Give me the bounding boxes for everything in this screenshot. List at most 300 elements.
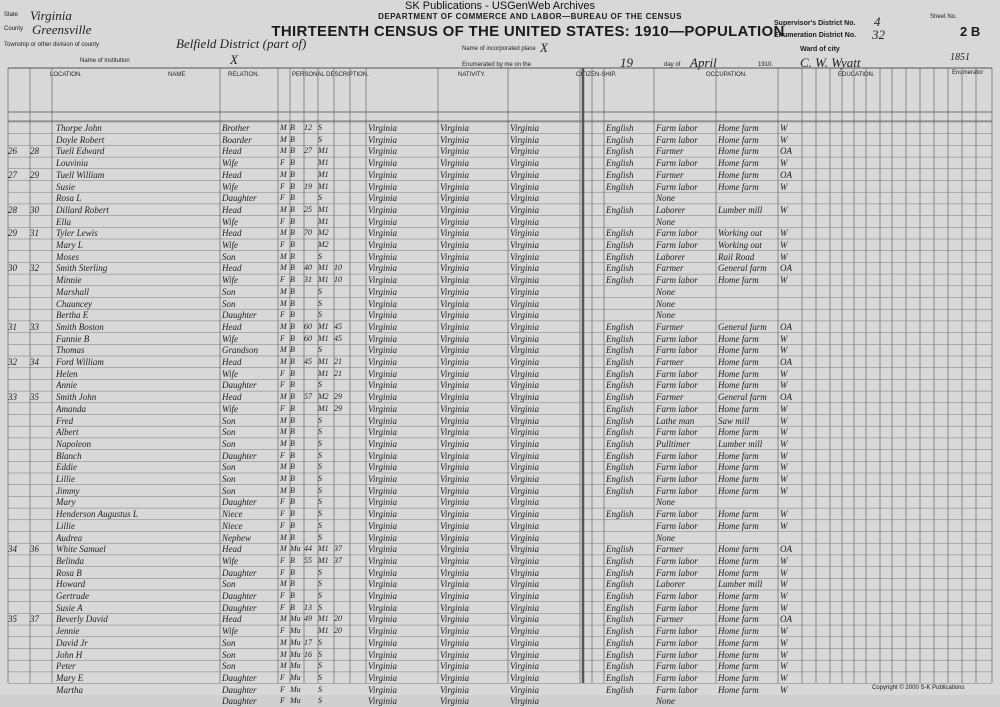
cell-sex: F <box>280 567 285 577</box>
enumeration-district-value: 32 <box>872 27 885 42</box>
cell-ind: Lumber mill <box>718 579 763 590</box>
cell-race: B <box>290 333 295 343</box>
cell-fpob: Virginia <box>440 672 469 683</box>
cell-rel: Wife <box>222 403 238 414</box>
cell-yrs: 21 <box>334 357 342 366</box>
cell-dw: 29 <box>8 228 17 239</box>
cell-trade: None <box>656 532 675 543</box>
cell-emp: W <box>780 567 788 578</box>
cell-mpob: Virginia <box>510 544 539 555</box>
cell-mpob: Virginia <box>510 438 539 449</box>
cell-trade: Farm labor <box>656 368 698 379</box>
cell-pob: Virginia <box>368 403 397 414</box>
cell-lang: English <box>606 146 634 157</box>
enumerator-signature: C. W. Wyatt <box>800 55 861 70</box>
cell-pob: Virginia <box>368 345 397 356</box>
cell-lang: English <box>606 474 634 484</box>
cell-race: B <box>290 474 295 483</box>
cell-dw: 26 <box>8 146 17 157</box>
cell-trade: Farmer <box>656 169 684 180</box>
cell-race: B <box>290 509 295 519</box>
cell-sex: F <box>280 497 285 507</box>
cell-emp: W <box>780 485 788 496</box>
cell-pob: Virginia <box>368 532 397 543</box>
cell-trade: Farm labor <box>656 240 698 250</box>
cell-pob: Virginia <box>368 462 397 473</box>
relation-heading: RELATION. <box>228 72 260 78</box>
cell-name: Minnie <box>56 275 82 286</box>
cell-trade: None <box>656 216 675 227</box>
supervisor-value: 4 <box>874 14 881 29</box>
cell-rel: Wife <box>222 158 238 169</box>
cell-fpob: Virginia <box>440 368 469 379</box>
cell-sex: M <box>280 298 287 308</box>
cell-name: Martha <box>56 684 83 695</box>
cell-dw: 34 <box>8 544 17 555</box>
cell-race: B <box>290 263 295 273</box>
cell-trade: Farm labor <box>656 649 698 660</box>
cell-trade: Farmer <box>656 392 684 403</box>
cell-emp: W <box>780 403 788 414</box>
cell-rel: Head <box>222 392 242 403</box>
cell-sex: M <box>280 427 287 437</box>
cell-lang: English <box>606 240 634 250</box>
cell-rel: Daughter <box>222 193 257 204</box>
cell-age: 19 <box>304 181 312 191</box>
cell-emp: W <box>780 450 788 461</box>
cell-race: B <box>290 240 295 249</box>
cell-lang: English <box>606 661 634 672</box>
cell-rel: Wife <box>222 240 238 250</box>
cell-name: John H <box>56 649 83 660</box>
cell-rel: Head <box>222 544 242 555</box>
cell-age: 40 <box>304 263 312 273</box>
cell-ms: S <box>318 661 322 671</box>
cell-rel: Son <box>222 649 236 660</box>
cell-pob: Virginia <box>368 275 397 286</box>
cell-mpob: Virginia <box>510 204 539 215</box>
cell-ms: M1 <box>318 626 329 636</box>
cell-ind: Working out <box>718 240 762 250</box>
cell-ind: Home farm <box>718 602 759 613</box>
cell-trade: Farm labor <box>656 181 698 192</box>
cell-name: Jennie <box>56 626 80 637</box>
cell-sex: M <box>280 345 287 355</box>
cell-pob: Virginia <box>368 216 397 227</box>
cell-race: B <box>290 368 295 378</box>
cell-trade: None <box>656 193 675 204</box>
cell-rel: Head <box>222 321 242 332</box>
cell-fpob: Virginia <box>440 427 469 438</box>
copyright-notice: Copyright © 2000 S-K Publications <box>872 685 965 691</box>
cell-ms: M1 <box>318 321 329 331</box>
cell-trade: Farm labor <box>656 626 698 637</box>
cell-pob: Virginia <box>368 497 397 508</box>
cell-ms: S <box>318 251 322 261</box>
cell-sex: F <box>280 380 285 390</box>
cell-fpob: Virginia <box>440 684 469 695</box>
cell-rel: Son <box>222 427 236 438</box>
cell-fam: 29 <box>30 169 39 180</box>
cell-mpob: Virginia <box>510 497 539 508</box>
cell-trade: Pulltimer <box>656 438 690 449</box>
cell-race: B <box>290 427 295 437</box>
cell-fpob: Virginia <box>440 474 469 484</box>
cell-mpob: Virginia <box>510 555 539 566</box>
enumerated-label: Enumerated by me on the <box>462 62 532 68</box>
cell-fam: 37 <box>30 614 39 625</box>
cell-dw: 32 <box>8 357 17 367</box>
cell-sex: M <box>280 263 287 273</box>
cell-sex: F <box>280 696 285 706</box>
cell-fam: 31 <box>30 228 39 239</box>
cell-fpob: Virginia <box>440 438 469 449</box>
cell-trade: Farm labor <box>656 158 698 169</box>
cell-ms: M1 <box>318 263 329 273</box>
cell-fam: 32 <box>30 263 39 274</box>
cell-mpob: Virginia <box>510 637 539 648</box>
day-of-label: day of <box>664 62 681 68</box>
cell-age: 44 <box>304 544 312 554</box>
cell-rel: Daughter <box>222 567 257 578</box>
cell-fpob: Virginia <box>440 591 469 601</box>
cell-mpob: Virginia <box>510 684 539 695</box>
cell-sex: F <box>280 310 285 320</box>
cell-emp: W <box>780 158 788 169</box>
cell-yrs: 37 <box>334 555 342 565</box>
cell-mpob: Virginia <box>510 591 539 601</box>
cell-rel: Son <box>222 579 236 590</box>
cell-mpob: Virginia <box>510 310 539 321</box>
cell-sex: F <box>280 158 285 168</box>
cell-ms: M1 <box>318 555 329 565</box>
cell-name: Albert <box>56 427 79 438</box>
cell-race: Mu <box>290 696 301 706</box>
cell-mpob: Virginia <box>510 579 539 590</box>
cell-name: Amanda <box>56 403 86 414</box>
cell-name: Fred <box>56 415 74 426</box>
cell-race: B <box>290 579 295 589</box>
cell-ms: S <box>318 450 322 460</box>
cell-fam: 28 <box>30 146 39 157</box>
cell-rel: Wife <box>222 555 238 566</box>
cell-fpob: Virginia <box>440 357 469 367</box>
cell-sex: F <box>280 672 285 682</box>
cell-lang: English <box>606 415 634 426</box>
cell-trade: Laborer <box>656 251 686 262</box>
cell-pob: Virginia <box>368 579 397 590</box>
cell-emp: W <box>780 134 788 145</box>
cell-emp: W <box>780 251 788 262</box>
cell-pob: Virginia <box>368 672 397 683</box>
cell-trade: Farm labor <box>656 509 698 520</box>
cell-race: B <box>290 146 295 156</box>
cell-trade: None <box>656 310 675 321</box>
census-title: THIRTEENTH CENSUS OF THE UNITED STATES: 1910—POPULATION <box>271 23 785 40</box>
cell-fpob: Virginia <box>440 298 469 309</box>
cell-mpob: Virginia <box>510 251 539 262</box>
cell-lang: English <box>606 544 634 555</box>
cell-pob: Virginia <box>368 251 397 262</box>
cell-name: Marshall <box>56 286 90 297</box>
cell-pob: Virginia <box>368 684 397 695</box>
cell-mpob: Virginia <box>510 649 539 660</box>
cell-name: Fannie B <box>56 333 90 344</box>
cell-race: B <box>290 462 295 472</box>
cell-mpob: Virginia <box>510 614 539 625</box>
cell-fpob: Virginia <box>440 158 469 169</box>
cell-sex: M <box>280 579 287 589</box>
cell-fpob: Virginia <box>440 216 469 227</box>
cell-fpob: Virginia <box>440 497 469 508</box>
cell-sex: F <box>280 591 285 600</box>
cell-fpob: Virginia <box>440 134 469 145</box>
cell-emp: W <box>780 474 788 484</box>
cell-trade: Lathe man <box>656 415 695 426</box>
cell-mpob: Virginia <box>510 392 539 403</box>
cell-pob: Virginia <box>368 415 397 426</box>
cell-trade: Farm labor <box>656 555 698 566</box>
archive-banner: SK Publications - USGenWeb Archives <box>405 0 595 12</box>
cell-trade: Farmer <box>656 614 684 625</box>
cell-ind: Home farm <box>718 427 759 438</box>
cell-lang: English <box>606 333 634 344</box>
cell-lang: English <box>606 123 634 133</box>
cell-mpob: Virginia <box>510 380 539 391</box>
cell-race: B <box>290 298 295 308</box>
cell-rel: Daughter <box>222 310 257 321</box>
cell-emp: W <box>780 579 788 590</box>
cell-pob: Virginia <box>368 614 397 625</box>
cell-lang: English <box>606 684 634 695</box>
cell-sex: M <box>280 204 287 214</box>
cell-rel: Daughter <box>222 684 257 695</box>
cell-emp: W <box>780 345 788 356</box>
cell-ms: M1 <box>318 368 329 378</box>
cell-trade: Farm labor <box>656 672 698 683</box>
cell-ind: Home farm <box>718 509 759 520</box>
cell-race: B <box>290 251 295 261</box>
cell-lang: English <box>606 275 634 286</box>
cell-ms: S <box>318 637 322 647</box>
cell-name: Lillie <box>56 520 76 531</box>
cell-rel: Daughter <box>222 497 257 508</box>
cell-mpob: Virginia <box>510 474 539 484</box>
cell-name: Napoleon <box>56 438 91 449</box>
cell-age: 12 <box>304 123 312 132</box>
cell-ind: Home farm <box>718 544 759 555</box>
cell-emp: W <box>780 520 788 531</box>
cell-ind: Lumber mill <box>718 204 763 215</box>
cell-mpob: Virginia <box>510 672 539 683</box>
cell-emp: W <box>780 415 788 426</box>
cell-mpob: Virginia <box>510 450 539 461</box>
cell-name: Tuell William <box>56 169 105 180</box>
township-value: Belfield District (part of) <box>176 36 307 51</box>
state-label: State <box>4 12 19 18</box>
cell-sex: F <box>280 450 285 460</box>
cell-mpob: Virginia <box>510 216 539 227</box>
cell-name: White Samuel <box>56 544 106 555</box>
cell-rel: Wife <box>222 181 238 192</box>
cell-fpob: Virginia <box>440 532 469 543</box>
enumerated-month: April <box>690 55 717 70</box>
cell-name: Smith John <box>56 392 97 403</box>
institution-value: X <box>230 52 238 67</box>
cell-race: Mu <box>290 626 301 636</box>
cell-name: Tyler Lewis <box>56 228 98 239</box>
cell-fpob: Virginia <box>440 321 469 332</box>
cell-lang: English <box>606 555 634 566</box>
cell-ms: S <box>318 345 322 355</box>
cell-fpob: Virginia <box>440 509 469 520</box>
cell-emp: W <box>780 427 788 438</box>
state-value: Virginia <box>30 8 72 23</box>
cell-ind: Home farm <box>718 368 759 379</box>
cell-mpob: Virginia <box>510 532 539 543</box>
cell-age: 49 <box>304 614 312 624</box>
cell-race: Mu <box>290 672 301 682</box>
cell-sex: M <box>280 321 287 331</box>
cell-lang: English <box>606 181 634 192</box>
cell-sex: M <box>280 544 287 554</box>
cell-name: Lillie <box>56 474 76 484</box>
cell-trade: Farmer <box>656 357 684 367</box>
cell-emp: W <box>780 649 788 660</box>
cell-ms: S <box>318 427 322 437</box>
cell-ms: M1 <box>318 544 329 554</box>
cell-race: B <box>290 520 295 530</box>
cell-race: Mu <box>290 649 301 659</box>
cell-rel: Wife <box>222 626 238 637</box>
cell-rel: Head <box>222 357 242 367</box>
cell-trade: Farm labor <box>656 661 698 672</box>
cell-lang: English <box>606 204 634 215</box>
cell-fam: 35 <box>30 392 39 403</box>
cell-ms: S <box>318 672 322 682</box>
cell-emp: OA <box>780 321 792 332</box>
cell-fpob: Virginia <box>440 637 469 648</box>
cell-ind: Home farm <box>718 181 759 192</box>
cell-name: Moses <box>56 251 79 262</box>
cell-rel: Son <box>222 462 236 473</box>
stamp-number: 1851 <box>950 52 970 63</box>
cell-fpob: Virginia <box>440 462 469 473</box>
cell-sex: M <box>280 614 287 624</box>
cell-pob: Virginia <box>368 392 397 403</box>
cell-lang: English <box>606 345 634 356</box>
cell-name: Mary L <box>56 240 83 250</box>
cell-fpob: Virginia <box>440 123 469 133</box>
cell-dw: 31 <box>8 321 17 332</box>
cell-sex: F <box>280 602 285 612</box>
cell-pob: Virginia <box>368 696 397 707</box>
cell-lang: English <box>606 672 634 683</box>
cell-race: Mu <box>290 614 301 624</box>
cell-emp: OA <box>780 392 792 403</box>
cell-sex: F <box>280 368 285 378</box>
cell-yrs: 20 <box>334 626 342 636</box>
cell-fpob: Virginia <box>440 240 469 250</box>
cell-ms: S <box>318 579 322 589</box>
cell-rel: Brother <box>222 123 250 133</box>
cell-emp: W <box>780 438 788 449</box>
enumerated-day: 19 <box>620 55 633 70</box>
cell-rel: Head <box>222 263 242 274</box>
cell-sex: F <box>280 275 285 285</box>
cell-ind: Home farm <box>718 169 759 180</box>
cell-mpob: Virginia <box>510 368 539 379</box>
cell-trade: Farm labor <box>656 380 698 391</box>
cell-ind: Home farm <box>718 357 759 367</box>
cell-trade: None <box>656 497 675 508</box>
citizenship-heading: CITIZEN-SHIP. <box>576 72 617 78</box>
cell-age: 60 <box>304 333 312 343</box>
cell-race: B <box>290 555 295 565</box>
cell-sex: M <box>280 228 287 238</box>
cell-emp: W <box>780 626 788 637</box>
cell-lang: English <box>606 251 634 262</box>
cell-mpob: Virginia <box>510 520 539 531</box>
cell-race: B <box>290 497 295 507</box>
cell-ms: S <box>318 684 322 694</box>
cell-pob: Virginia <box>368 368 397 379</box>
cell-pob: Virginia <box>368 380 397 391</box>
cell-ms: M1 <box>318 204 329 214</box>
cell-ind: Home farm <box>718 380 759 391</box>
cell-ms: S <box>318 310 322 320</box>
cell-sex: M <box>280 134 287 144</box>
cell-rel: Wife <box>222 368 238 379</box>
cell-name: Smith Sterling <box>56 263 108 274</box>
cell-pob: Virginia <box>368 240 397 250</box>
cell-ind: Lumber mill <box>718 438 763 449</box>
cell-race: B <box>290 591 295 600</box>
cell-trade: Farm labor <box>656 637 698 648</box>
cell-ms: M2 <box>318 228 329 238</box>
cell-lang: English <box>606 158 634 169</box>
cell-fpob: Virginia <box>440 193 469 204</box>
cell-fpob: Virginia <box>440 251 469 262</box>
cell-yrs: 29 <box>334 403 342 413</box>
cell-emp: W <box>780 368 788 379</box>
cell-name: Audrea <box>56 532 83 543</box>
cell-rel: Son <box>222 438 236 449</box>
township-label: Township or other division of county <box>4 42 100 48</box>
cell-name: Dillard Robert <box>56 204 109 215</box>
cell-fpob: Virginia <box>440 696 469 707</box>
cell-emp: W <box>780 637 788 648</box>
cell-emp: W <box>780 672 788 683</box>
cell-mpob: Virginia <box>510 462 539 473</box>
cell-fpob: Virginia <box>440 204 469 215</box>
cell-rel: Wife <box>222 333 238 344</box>
cell-mpob: Virginia <box>510 415 539 426</box>
county-label: County <box>4 26 24 32</box>
cell-ms: S <box>318 438 322 448</box>
cell-rel: Wife <box>222 275 238 286</box>
cell-ind: Home farm <box>718 474 759 484</box>
cell-fpob: Virginia <box>440 661 469 672</box>
institution-label: Name of institution <box>80 58 130 64</box>
cell-trade: Farm labor <box>656 462 698 473</box>
cell-rel: Daughter <box>222 602 257 613</box>
cell-race: B <box>290 169 295 179</box>
cell-sex: F <box>280 181 285 191</box>
incorporated-label: Name of incorporated place <box>462 46 536 52</box>
cell-name: David Jr <box>56 637 88 648</box>
cell-sex: M <box>280 474 287 483</box>
